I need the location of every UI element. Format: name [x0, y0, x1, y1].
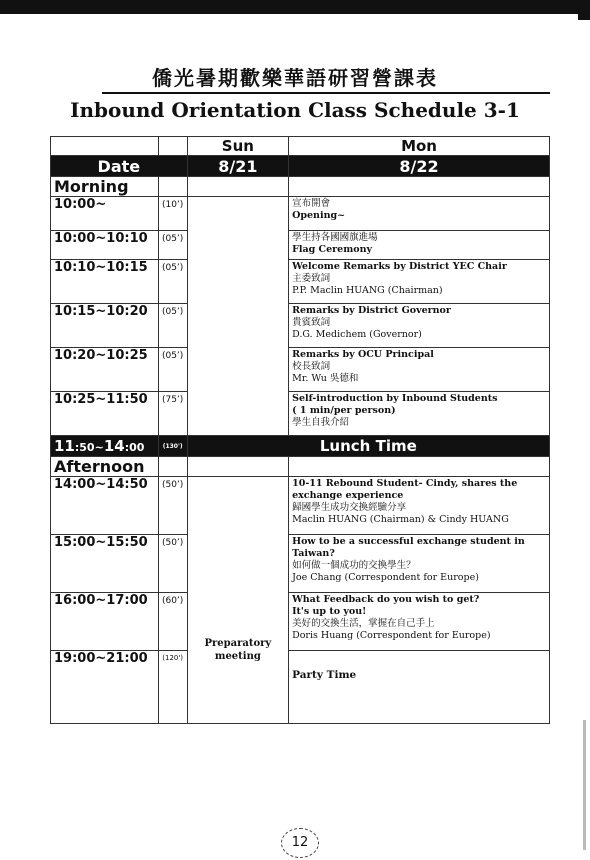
duration-cell: (50’) — [158, 477, 187, 535]
duration-cell: (75’) — [158, 392, 187, 436]
day-mon: Mon — [289, 137, 550, 156]
mon-cell — [289, 477, 550, 535]
time-cell: 10:25~11:50 — [51, 392, 159, 436]
empty-cell — [158, 457, 187, 477]
sun-activity-line: Preparatory — [204, 638, 272, 649]
lunch-label: Lunch Time — [187, 436, 549, 457]
top-border-bar — [0, 0, 590, 14]
mon-cell — [289, 348, 550, 392]
mon-line: 主委致詞 — [292, 273, 331, 284]
mon-line: 美好的交換生活，掌握在自己手上 — [292, 618, 435, 629]
mon-line: 10-11 Rebound Student- Cindy, shares the exchange experience — [292, 478, 518, 501]
day-sun: Sun — [187, 137, 288, 156]
mon-line: Remarks by District Governor — [292, 305, 451, 316]
table-row — [51, 197, 550, 231]
table-row — [51, 231, 550, 260]
date-sun: 8/21 — [187, 156, 288, 177]
time-cell: 10:10~10:15 — [51, 260, 159, 304]
mon-line: 宣布開會 — [292, 198, 331, 209]
time-cell: 15:00~15:50 — [51, 535, 159, 593]
mon-line: P.P. Maclin HUANG (Chairman) — [292, 285, 443, 296]
duration-cell: (60’) — [158, 593, 187, 651]
mon-cell — [289, 231, 550, 260]
title-rule — [102, 92, 550, 94]
mon-line: Flag Ceremony — [292, 244, 373, 255]
time-cell: 10:00~10:10 — [51, 231, 159, 260]
time-cell: 19:00~21:00 — [51, 651, 159, 724]
day-header-blank — [158, 137, 187, 156]
lunch-row — [51, 436, 550, 457]
sun-morning-cell — [187, 197, 288, 436]
mon-line: Remarks by OCU Principal — [292, 349, 434, 360]
mon-line: Maclin HUANG (Chairman) & Cindy HUANG — [292, 514, 509, 525]
duration-cell: (120') — [158, 651, 187, 724]
table-row — [51, 348, 550, 392]
table-row — [51, 304, 550, 348]
mon-line: D.G. Medichem (Governor) — [292, 329, 422, 340]
duration-cell: (05’) — [158, 260, 187, 304]
empty-cell — [158, 177, 187, 197]
mon-cell — [289, 392, 550, 436]
time-cell: 16:00~17:00 — [51, 593, 159, 651]
mon-line: 貴賓致詞 — [292, 317, 331, 328]
mon-cell — [289, 260, 550, 304]
title-english: Inbound Orientation Class Schedule 3-1 — [70, 98, 520, 122]
mon-line: 如何做一個成功的交換學生？ — [292, 560, 416, 571]
mon-line: 校長致詞 — [292, 361, 331, 372]
top-border-notch — [578, 10, 590, 20]
morning-row — [51, 177, 550, 197]
date-mon: 8/22 — [289, 156, 550, 177]
afternoon-label: Afternoon — [51, 457, 159, 477]
mon-line: Welcome Remarks by District YEC Chair — [292, 261, 507, 272]
mon-line: It's up to you! — [292, 606, 367, 617]
mon-line: Joe Chang (Correspondent for Europe) — [292, 572, 479, 583]
mon-line: 學生持各國國旗進場 — [292, 232, 378, 243]
sun-activity-line: meeting — [214, 651, 261, 662]
duration-cell: (05’) — [158, 348, 187, 392]
empty-cell — [187, 177, 288, 197]
table-row — [51, 392, 550, 436]
table-row — [51, 593, 550, 651]
table-row — [51, 651, 550, 724]
empty-cell — [289, 457, 550, 477]
date-row — [51, 156, 550, 177]
time-cell: 10:20~10:25 — [51, 348, 159, 392]
day-header-blank — [51, 137, 159, 156]
mon-cell — [289, 651, 550, 724]
mon-cell — [289, 304, 550, 348]
date-label: Date — [51, 156, 188, 177]
duration-cell: (05’) — [158, 231, 187, 260]
lunch-end-hour: 14 — [103, 437, 125, 455]
page-number: 12 — [281, 828, 319, 858]
scan-edge-mark — [583, 720, 586, 850]
title-chinese: 僑光暑期歡樂華語研習營課表 — [152, 66, 438, 90]
morning-label: Morning — [51, 177, 159, 197]
mon-line: Doris Huang (Correspondent for Europe) — [292, 630, 491, 641]
lunch-end-min: :00 — [124, 441, 145, 454]
mon-line: Opening~ — [292, 210, 346, 221]
mon-line: Party Time — [292, 669, 357, 681]
time-cell: 14:00~14:50 — [51, 477, 159, 535]
mon-line: How to be a successful exchange student in Taiwan? — [292, 536, 525, 559]
mon-cell — [289, 593, 550, 651]
lunch-start-min: :50~ — [74, 441, 104, 454]
day-header-row — [51, 137, 550, 156]
mon-line: ( 1 min/per person) — [292, 405, 396, 416]
sun-preparatory-cell — [187, 477, 288, 724]
mon-cell — [289, 535, 550, 593]
lunch-duration: (130') — [158, 436, 187, 457]
table-row — [51, 477, 550, 535]
empty-cell — [187, 457, 288, 477]
mon-line: What Feedback do you wish to get? — [292, 594, 480, 605]
mon-line: 學生自我介紹 — [292, 417, 350, 428]
duration-cell: (05’) — [158, 304, 187, 348]
duration-cell: (10’) — [158, 197, 187, 231]
mon-cell — [289, 197, 550, 231]
mon-line: Self-introduction by Inbound Students — [292, 393, 498, 404]
afternoon-row — [51, 457, 550, 477]
duration-cell: (50’) — [158, 535, 187, 593]
lunch-time — [51, 436, 159, 457]
mon-line: Mr. Wu 吳德和 — [292, 373, 359, 384]
mon-line: 歸國學生成功交換經驗分享 — [292, 502, 407, 513]
table-row — [51, 260, 550, 304]
schedule-table — [50, 136, 550, 724]
time-cell: 10:15~10:20 — [51, 304, 159, 348]
empty-cell — [289, 177, 550, 197]
time-cell: 10:00~ — [51, 197, 159, 231]
table-row — [51, 535, 550, 593]
lunch-start-hour: 11 — [54, 437, 75, 455]
